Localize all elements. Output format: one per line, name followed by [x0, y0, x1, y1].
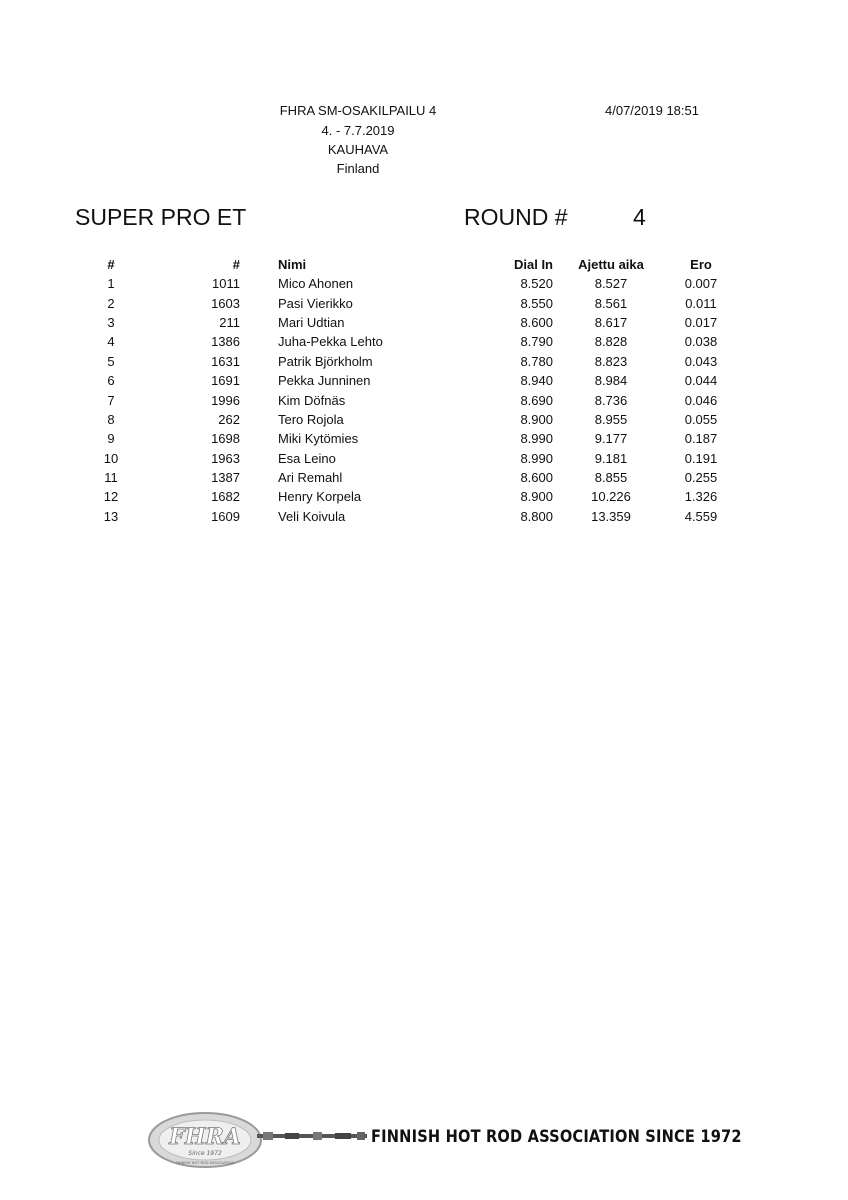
cell-name-text: Henry Korpela [278, 489, 362, 505]
footer-decoration [257, 1131, 367, 1141]
table-row [86, 274, 746, 293]
cell-difference: 0.043 [684, 353, 718, 369]
cell-dial-in [446, 274, 566, 293]
cell-name [266, 449, 446, 468]
cell-name-text: Mico Ahonen [278, 276, 354, 292]
cell-difference: 0.046 [684, 392, 718, 408]
cell-position: 2 [107, 295, 115, 311]
logo-since: Since 1972 [188, 1150, 222, 1157]
cell-difference: 0.007 [684, 276, 718, 292]
cell-run-time: 9.177 [594, 431, 628, 447]
cell-position: 8 [107, 411, 115, 427]
cell-car-number-text: 1996 [211, 392, 240, 408]
cell-car-number [136, 293, 266, 312]
footer-tagline: FINNISH HOT ROD ASSOCIATION SINCE 1972 [371, 1127, 742, 1147]
cell-run-time: 8.617 [594, 314, 628, 330]
cell-run-time: 8.823 [594, 353, 628, 369]
cell-dial-in [446, 429, 566, 448]
footer [145, 1110, 742, 1170]
cell-car-number-text: 1963 [211, 450, 240, 466]
cell-car-number [136, 390, 266, 409]
cell-run-time: 8.736 [594, 392, 628, 408]
cell-dial-in-text: 8.520 [520, 276, 553, 292]
cell-car-number [136, 410, 266, 429]
cell-dial-in-text: 8.790 [520, 334, 553, 350]
cell-dial-in-text: 8.990 [520, 431, 553, 447]
cell-dial-in [446, 371, 566, 390]
cell-position: 11 [104, 470, 118, 486]
cell-dial-in-text: 8.900 [520, 489, 553, 505]
table-row [86, 449, 746, 468]
cell-dial-in-text: 8.800 [520, 508, 553, 524]
cell-difference: 0.017 [684, 314, 718, 330]
cell-dial-in [446, 507, 566, 526]
fhra-logo [145, 1110, 265, 1170]
cell-name [266, 429, 446, 448]
cell-name-text: Tero Rojola [278, 411, 344, 427]
cell-name [266, 468, 446, 487]
header-position: # [107, 256, 115, 272]
cell-dial-in-text: 8.990 [520, 450, 553, 466]
cell-name-text: Juha-Pekka Lehto [278, 334, 383, 350]
cell-name [266, 487, 446, 506]
event-dates: 4. - 7.7.2019 [321, 123, 395, 138]
table-row [86, 507, 746, 526]
cell-position: 3 [107, 314, 115, 330]
cell-car-number-text: 1386 [211, 334, 240, 350]
cell-car-number-text: 1609 [211, 508, 240, 524]
table-row [86, 332, 746, 351]
results-body [86, 274, 746, 526]
cell-dial-in [446, 313, 566, 332]
cell-position: 1 [107, 276, 115, 292]
cell-name-text: Miki Kytömies [278, 431, 359, 447]
cell-name [266, 410, 446, 429]
cell-name-text: Pasi Vierikko [278, 295, 353, 311]
cell-name-text: Esa Leino [278, 450, 336, 466]
table-header-row [86, 254, 746, 274]
cell-difference: 0.044 [684, 373, 718, 389]
cell-difference: 0.191 [684, 450, 718, 466]
round-label: ROUND # [464, 204, 568, 230]
cell-difference: 0.055 [684, 411, 718, 427]
cell-run-time: 13.359 [591, 508, 631, 524]
cell-dial-in [446, 332, 566, 351]
cell-dial-in-text: 8.940 [520, 373, 553, 389]
cell-position: 6 [107, 373, 115, 389]
cell-run-time: 8.955 [594, 411, 628, 427]
cell-difference: 0.038 [684, 334, 718, 350]
cell-name-text: Pekka Junninen [278, 373, 371, 389]
cell-position: 10 [103, 450, 119, 466]
cell-car-number [136, 371, 266, 390]
cell-dial-in-text: 8.550 [520, 295, 553, 311]
cell-car-number-text: 262 [218, 411, 240, 427]
cell-name-text: Mari Udtian [278, 314, 345, 330]
cell-name [266, 390, 446, 409]
cell-car-number [136, 352, 266, 371]
cell-position: 9 [107, 431, 115, 447]
class-title: SUPER PRO ET [75, 204, 247, 230]
cell-name-text: Ari Remahl [278, 470, 343, 486]
cell-name-text: Patrik Björkholm [278, 353, 373, 369]
table-row [86, 352, 746, 371]
cell-run-time: 9.181 [594, 450, 628, 466]
cell-car-number [136, 429, 266, 448]
cell-car-number [136, 313, 266, 332]
header-dial-in-label: Dial In [513, 256, 553, 272]
table-row [86, 371, 746, 390]
cell-run-time: 8.855 [594, 470, 628, 486]
table-row [86, 429, 746, 448]
cell-car-number-text: 1691 [211, 373, 240, 389]
cell-position: 7 [107, 392, 115, 408]
cell-difference: 0.255 [684, 470, 718, 486]
header-car-number-label: # [232, 256, 240, 272]
event-title: FHRA SM-OSAKILPAILU 4 [279, 103, 437, 118]
cell-dial-in [446, 468, 566, 487]
cell-car-number-text: 1387 [211, 470, 240, 486]
cell-name [266, 293, 446, 312]
cell-name-text: Kim Döfnäs [278, 392, 346, 408]
cell-dial-in-text: 8.600 [520, 314, 553, 330]
cell-car-number [136, 507, 266, 526]
cell-dial-in [446, 449, 566, 468]
cell-car-number-text: 211 [219, 314, 240, 330]
cell-dial-in-text: 8.600 [520, 470, 553, 486]
cell-car-number-text: 1698 [211, 431, 240, 447]
cell-car-number [136, 274, 266, 293]
table-row [86, 468, 746, 487]
results-table [86, 254, 746, 526]
cell-dial-in [446, 390, 566, 409]
cell-car-number-text: 1011 [212, 276, 240, 292]
cell-dial-in [446, 410, 566, 429]
table-row [86, 410, 746, 429]
cell-run-time: 8.984 [594, 373, 628, 389]
cell-name [266, 507, 446, 526]
logo-text: FHRA [169, 1124, 241, 1150]
cell-name [266, 371, 446, 390]
cell-name [266, 352, 446, 371]
cell-name [266, 313, 446, 332]
round-number: 4 [633, 204, 646, 230]
logo-ring-text: FINNISH HOT ROD ASSOCIATION [175, 1161, 235, 1165]
cell-car-number [136, 449, 266, 468]
cell-name [266, 274, 446, 293]
cell-name [266, 332, 446, 351]
table-row [86, 390, 746, 409]
cell-dial-in-text: 8.900 [520, 411, 553, 427]
cell-dial-in [446, 352, 566, 371]
report-timestamp: 4/07/2019 18:51 [605, 103, 699, 118]
event-venue: KAUHAVA [327, 142, 389, 157]
cell-dial-in [446, 293, 566, 312]
event-country: Finland [336, 161, 380, 176]
cell-car-number-text: 1682 [211, 489, 240, 505]
cell-difference: 1.326 [684, 489, 718, 505]
cell-dial-in-text: 8.780 [520, 353, 553, 369]
cell-car-number [136, 487, 266, 506]
cell-car-number-text: 1631 [211, 353, 240, 369]
cell-dial-in [446, 487, 566, 506]
header-difference: Ero [690, 256, 712, 272]
cell-run-time: 10.226 [591, 489, 631, 505]
cell-run-time: 8.561 [594, 295, 628, 311]
cell-position: 12 [103, 489, 119, 505]
table-row [86, 313, 746, 332]
cell-car-number [136, 332, 266, 351]
cell-run-time: 8.527 [594, 276, 628, 292]
cell-dial-in-text: 8.690 [520, 392, 553, 408]
cell-difference: 0.011 [685, 295, 717, 311]
header-name [266, 254, 446, 274]
cell-difference: 0.187 [684, 431, 718, 447]
cell-position: 13 [103, 508, 119, 524]
header-name-label: Nimi [278, 256, 307, 272]
cell-car-number [136, 468, 266, 487]
cell-name-text: Veli Koivula [278, 508, 346, 524]
cell-car-number-text: 1603 [211, 295, 240, 311]
header-dial-in [446, 254, 566, 274]
cell-difference: 4.559 [684, 508, 718, 524]
table-row [86, 293, 746, 312]
table-row [86, 487, 746, 506]
cell-run-time: 8.828 [594, 334, 628, 350]
cell-position: 5 [107, 353, 115, 369]
header-car-number [136, 254, 266, 274]
header-run-time: Ajettu aika [578, 256, 644, 272]
cell-position: 4 [107, 334, 115, 350]
